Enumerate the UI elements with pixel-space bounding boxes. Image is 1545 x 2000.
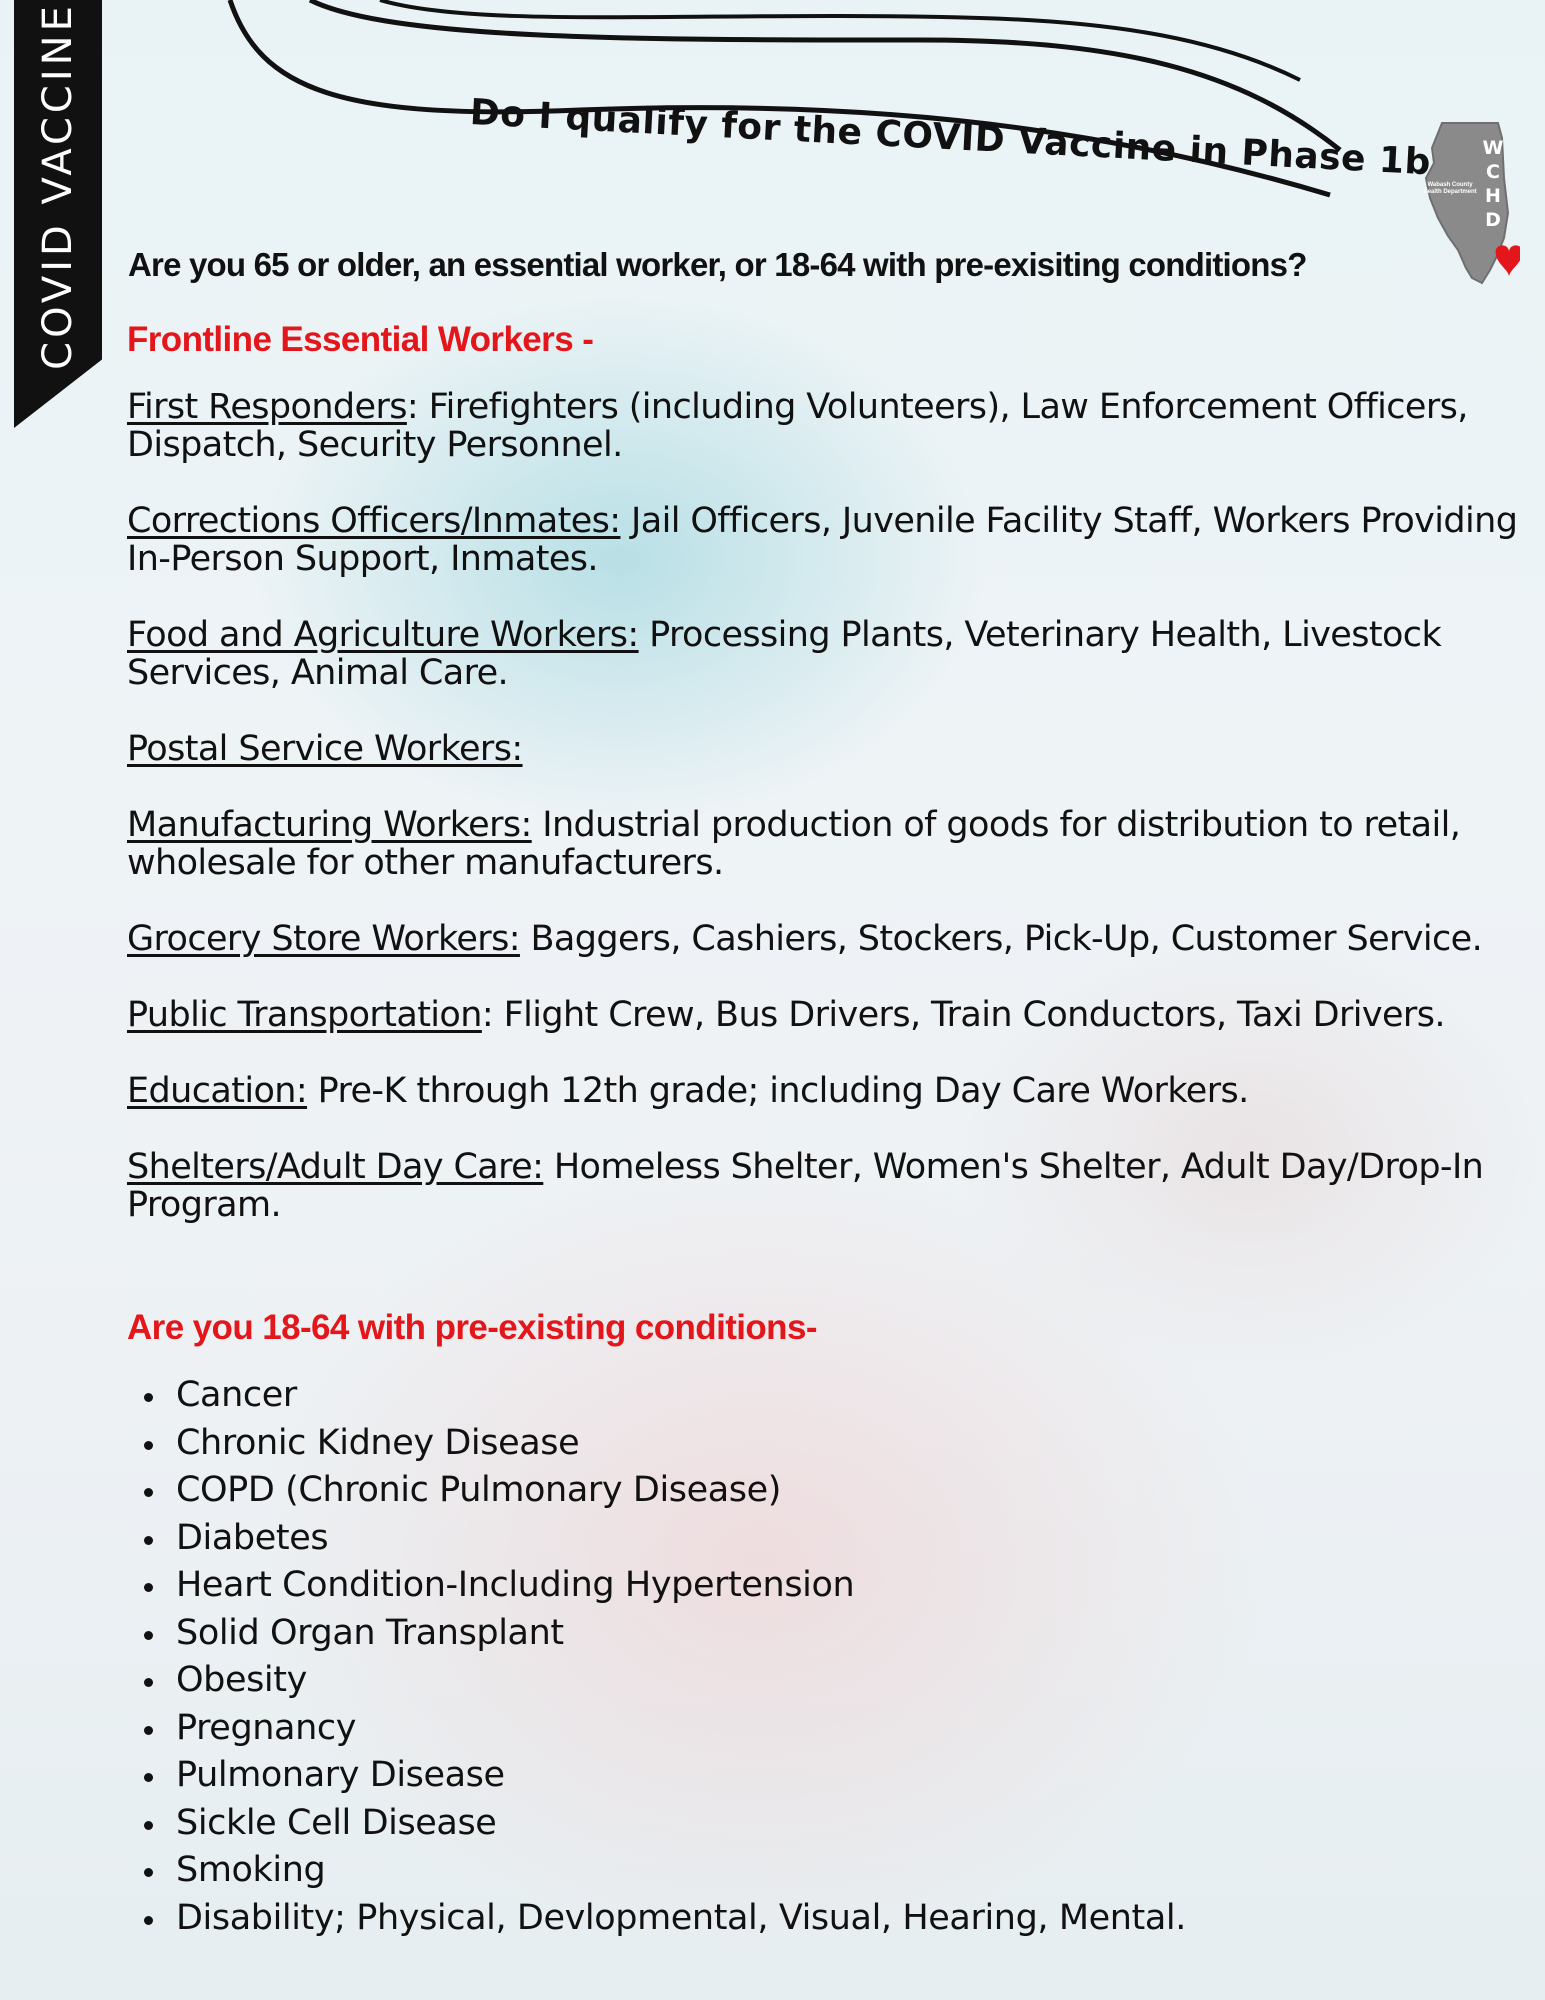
conditions-heading: Are you 18-64 with pre-existing conditions- [127, 1308, 817, 1347]
entry-text: Pre-K through 12th grade; including Day Care Workers. [317, 1071, 1249, 1111]
logo-letter: D [1485, 209, 1501, 231]
entry-separator: : [406, 387, 429, 427]
list-item: Pulmonary Disease [176, 1752, 1186, 1800]
entry-separator [620, 501, 631, 541]
entry-separator [307, 1071, 318, 1111]
entry-label: Public Transportation [127, 995, 482, 1035]
entry-separator [543, 1147, 554, 1187]
frontline-entry [127, 730, 1527, 768]
entry-separator [532, 805, 543, 845]
entry-label: Food and Agriculture Workers: [127, 615, 639, 655]
frontline-entry [127, 388, 1527, 464]
entry-label: Postal Service Workers: [127, 729, 523, 769]
list-item: Diabetes [176, 1515, 1186, 1563]
entry-text: Flight Crew, Bus Drivers, Train Conductors, Taxi Drivers. [503, 995, 1445, 1035]
logo-letters [1478, 136, 1508, 232]
logo-letter: H [1485, 185, 1501, 207]
entry-separator [639, 615, 650, 655]
entry-label: Shelters/Adult Day Care: [127, 1147, 544, 1187]
entry-text: Baggers, Cashiers, Stockers, Pick-Up, Customer Service. [530, 919, 1483, 959]
frontline-entry [127, 502, 1527, 578]
entry-text: Jail Officers, Juvenile Facility Staff, Workers Providing In-Person Support, Inmates. [127, 501, 1518, 579]
list-item: Smoking [176, 1847, 1186, 1895]
list-item: Disability; Physical, Devlopmental, Visual, Hearing, Mental. [176, 1895, 1186, 1943]
conditions-list [176, 1372, 1186, 1942]
entry-label: Manufacturing Workers: [127, 805, 532, 845]
logo-letter: W [1482, 137, 1504, 159]
frontline-list [127, 388, 1527, 1262]
frontline-entry [127, 616, 1527, 692]
list-item: Cancer [176, 1372, 1186, 1420]
entry-separator: : [481, 995, 504, 1035]
entry-label: Corrections Officers/Inmates: [127, 501, 621, 541]
entry-text: Homeless Shelter, Women's Shelter, Adult Day/Drop-In Program. [127, 1147, 1484, 1225]
list-item: Solid Organ Transplant [176, 1610, 1186, 1658]
list-item: Sickle Cell Disease [176, 1800, 1186, 1848]
entry-separator [520, 919, 531, 959]
entry-label: Grocery Store Workers: [127, 919, 520, 959]
list-item: Pregnancy [176, 1705, 1186, 1753]
banner-title: Do I qualify for the COVID Vaccine in Phase 1b [468, 92, 1432, 184]
eligibility-question: Are you 65 or older, an essential worker, or 18-64 with pre-exisiting conditions? [128, 246, 1307, 283]
list-item: COPD (Chronic Pulmonary Disease) [176, 1467, 1186, 1515]
entry-text: Firefighters (including Volunteers), Law Enforcement Officers, Dispatch, Security Personnel. [127, 387, 1468, 465]
entry-text: Industrial production of goods for distribution to retail, wholesale for other manufacturers. [127, 805, 1461, 883]
frontline-entry [127, 806, 1527, 882]
side-tab-label: COVID VACCINE [35, 2, 81, 370]
entry-label: Education: [127, 1071, 308, 1111]
logo-caption: Wabash County Health Department [1423, 182, 1477, 195]
entry-label: First Responders [127, 387, 407, 427]
entry-text: Processing Plants, Veterinary Health, Livestock Services, Animal Care. [127, 615, 1442, 693]
frontline-entry [127, 920, 1527, 958]
frontline-entry [127, 1072, 1527, 1110]
list-item: Heart Condition-Including Hypertension [176, 1562, 1186, 1610]
frontline-entry [127, 996, 1527, 1034]
logo-letter: C [1486, 161, 1500, 183]
list-item: Chronic Kidney Disease [176, 1420, 1186, 1468]
frontline-heading: Frontline Essential Workers - [127, 320, 594, 359]
list-item: Obesity [176, 1657, 1186, 1705]
frontline-entry [127, 1148, 1527, 1224]
